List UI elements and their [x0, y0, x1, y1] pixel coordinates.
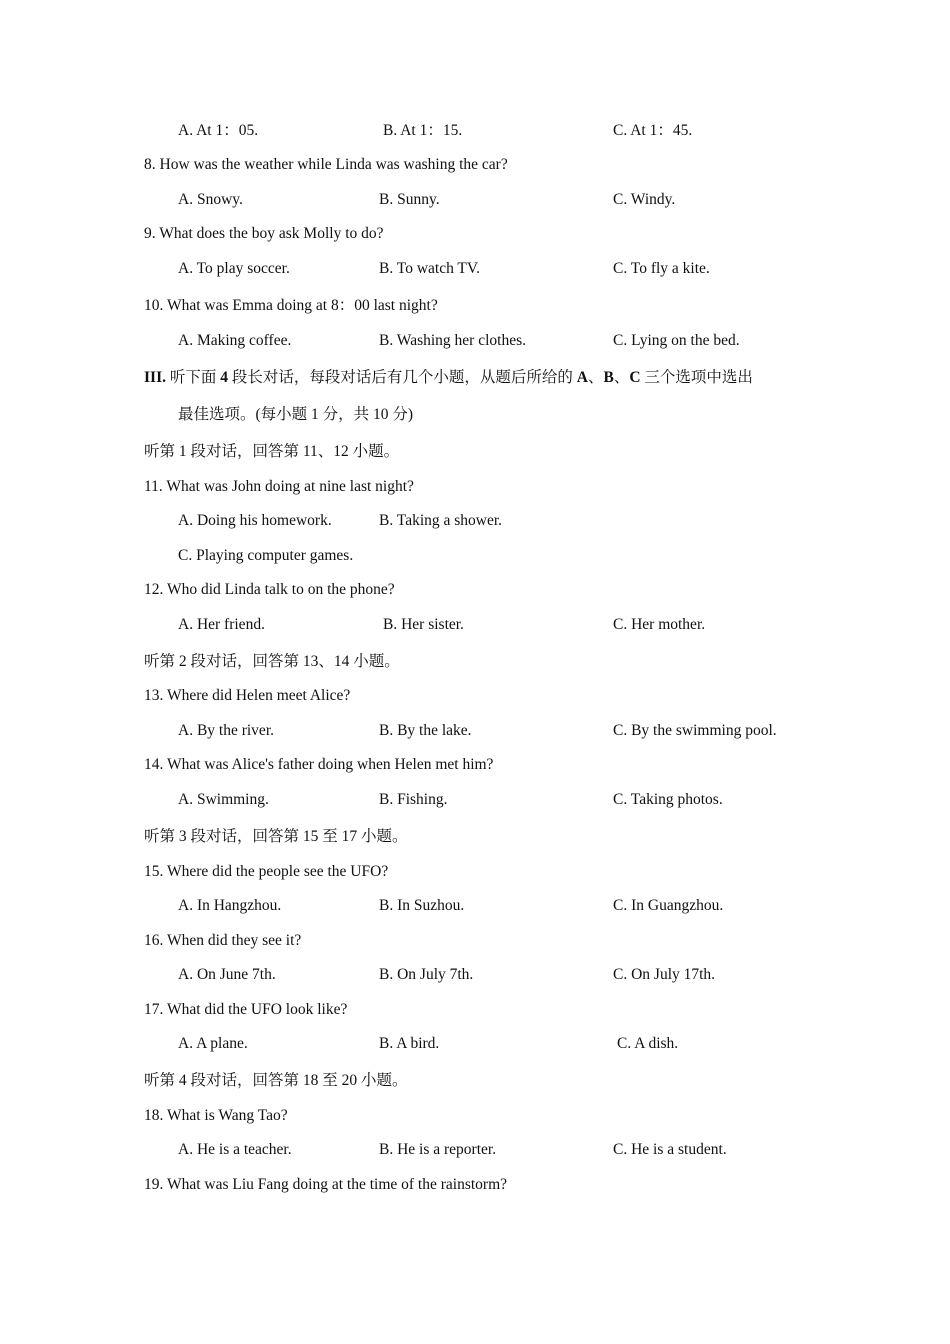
q17-option-a: A. A plane. — [178, 1035, 248, 1052]
section-3-number: III. — [144, 369, 166, 386]
section-3-letter-c: C — [629, 369, 641, 386]
q13-option-c: C. By the swimming pool. — [613, 722, 777, 739]
q16-option-c: C. On July 17th. — [613, 966, 716, 983]
q18-option-a: A. He is a teacher. — [178, 1141, 292, 1158]
q12-option-c: C. Her mother. — [613, 616, 706, 633]
q14-question: 14. What was Alice's father doing when Helen met him? — [144, 756, 494, 773]
q10-option-a: A. Making coffee. — [178, 332, 292, 349]
q8-question: 8. How was the weather while Linda was washing the car? — [144, 156, 508, 173]
q12-question: 12. Who did Linda talk to on the phone? — [144, 581, 395, 598]
section-3-letter-b: B — [603, 369, 614, 386]
dialog-1-heading: 听第 1 段对话，回答第 11、12 小题。 — [144, 443, 400, 460]
q19-question: 19. What was Liu Fang doing at the time of the rainstorm? — [144, 1176, 508, 1193]
section-3-sep-2: 、 — [613, 369, 630, 386]
q10-option-c: C. Lying on the bed. — [613, 332, 740, 349]
q8-option-b: B. Sunny. — [379, 191, 440, 208]
q17-option-c: C. A dish. — [617, 1035, 679, 1052]
q9-option-a: A. To play soccer. — [178, 260, 290, 277]
q11-option-b: B. Taking a shower. — [379, 512, 503, 529]
q10-option-b: B. Washing her clothes. — [379, 332, 526, 349]
q9-option-b: B. To watch TV. — [379, 260, 480, 277]
q8-option-a: A. Snowy. — [178, 191, 243, 208]
q13-option-b: B. By the lake. — [379, 722, 472, 739]
q14-option-c: C. Taking photos. — [613, 791, 723, 808]
q11-option-a: A. Doing his homework. — [178, 512, 332, 529]
q16-option-a: A. On June 7th. — [178, 966, 276, 983]
q9-question: 9. What does the boy ask Molly to do? — [144, 225, 384, 242]
dialog-3-heading: 听第 3 段对话，回答第 15 至 17 小题。 — [144, 828, 408, 845]
q11-option-c: C. Playing computer games. — [178, 547, 354, 564]
q18-question: 18. What is Wang Tao? — [144, 1107, 288, 1124]
section-3-heading — [144, 368, 753, 388]
section-3-letter-a: A — [576, 369, 588, 386]
section-3-text-1: 听下面 — [165, 369, 221, 386]
q18-option-b: B. He is a reporter. — [379, 1141, 497, 1158]
q7-option-b: B. At 1：15. — [383, 122, 463, 139]
section-3-instructions: 最佳选项。(每小题 1 分，共 10 分) — [178, 406, 414, 423]
q7-option-c: C. At 1：45. — [613, 122, 693, 139]
q16-option-b: B. On July 7th. — [379, 966, 474, 983]
section-3-count: 4 — [220, 369, 228, 386]
q13-option-a: A. By the river. — [178, 722, 274, 739]
q15-option-a: A. In Hangzhou. — [178, 897, 282, 914]
q15-question: 15. Where did the people see the UFO? — [144, 863, 389, 880]
section-3-sep-1: 、 — [587, 369, 604, 386]
q14-option-a: A. Swimming. — [178, 791, 269, 808]
q15-option-c: C. In Guangzhou. — [613, 897, 724, 914]
q17-question: 17. What did the UFO look like? — [144, 1001, 348, 1018]
q15-option-b: B. In Suzhou. — [379, 897, 465, 914]
q12-option-a: A. Her friend. — [178, 616, 265, 633]
q18-option-c: C. He is a student. — [613, 1141, 727, 1158]
q10-question: 10. What was Emma doing at 8：00 last night? — [144, 297, 438, 314]
q9-option-c: C. To fly a kite. — [613, 260, 710, 277]
dialog-4-heading: 听第 4 段对话，回答第 18 至 20 小题。 — [144, 1072, 408, 1089]
dialog-2-heading: 听第 2 段对话，回答第 13、14 小题。 — [144, 653, 400, 670]
q12-option-b: B. Her sister. — [383, 616, 464, 633]
q16-question: 16. When did they see it? — [144, 932, 302, 949]
q13-question: 13. Where did Helen meet Alice? — [144, 687, 351, 704]
q11-question: 11. What was John doing at nine last night? — [144, 478, 414, 495]
section-3-text-2: 段长对话，每段对话后有几个小题，从题后所给的 — [228, 369, 577, 386]
q7-option-a: A. At 1：05. — [178, 122, 259, 139]
section-3-text-3: 三个选项中选出 — [640, 369, 753, 386]
q17-option-b: B. A bird. — [379, 1035, 440, 1052]
q14-option-b: B. Fishing. — [379, 791, 448, 808]
q8-option-c: C. Windy. — [613, 191, 676, 208]
